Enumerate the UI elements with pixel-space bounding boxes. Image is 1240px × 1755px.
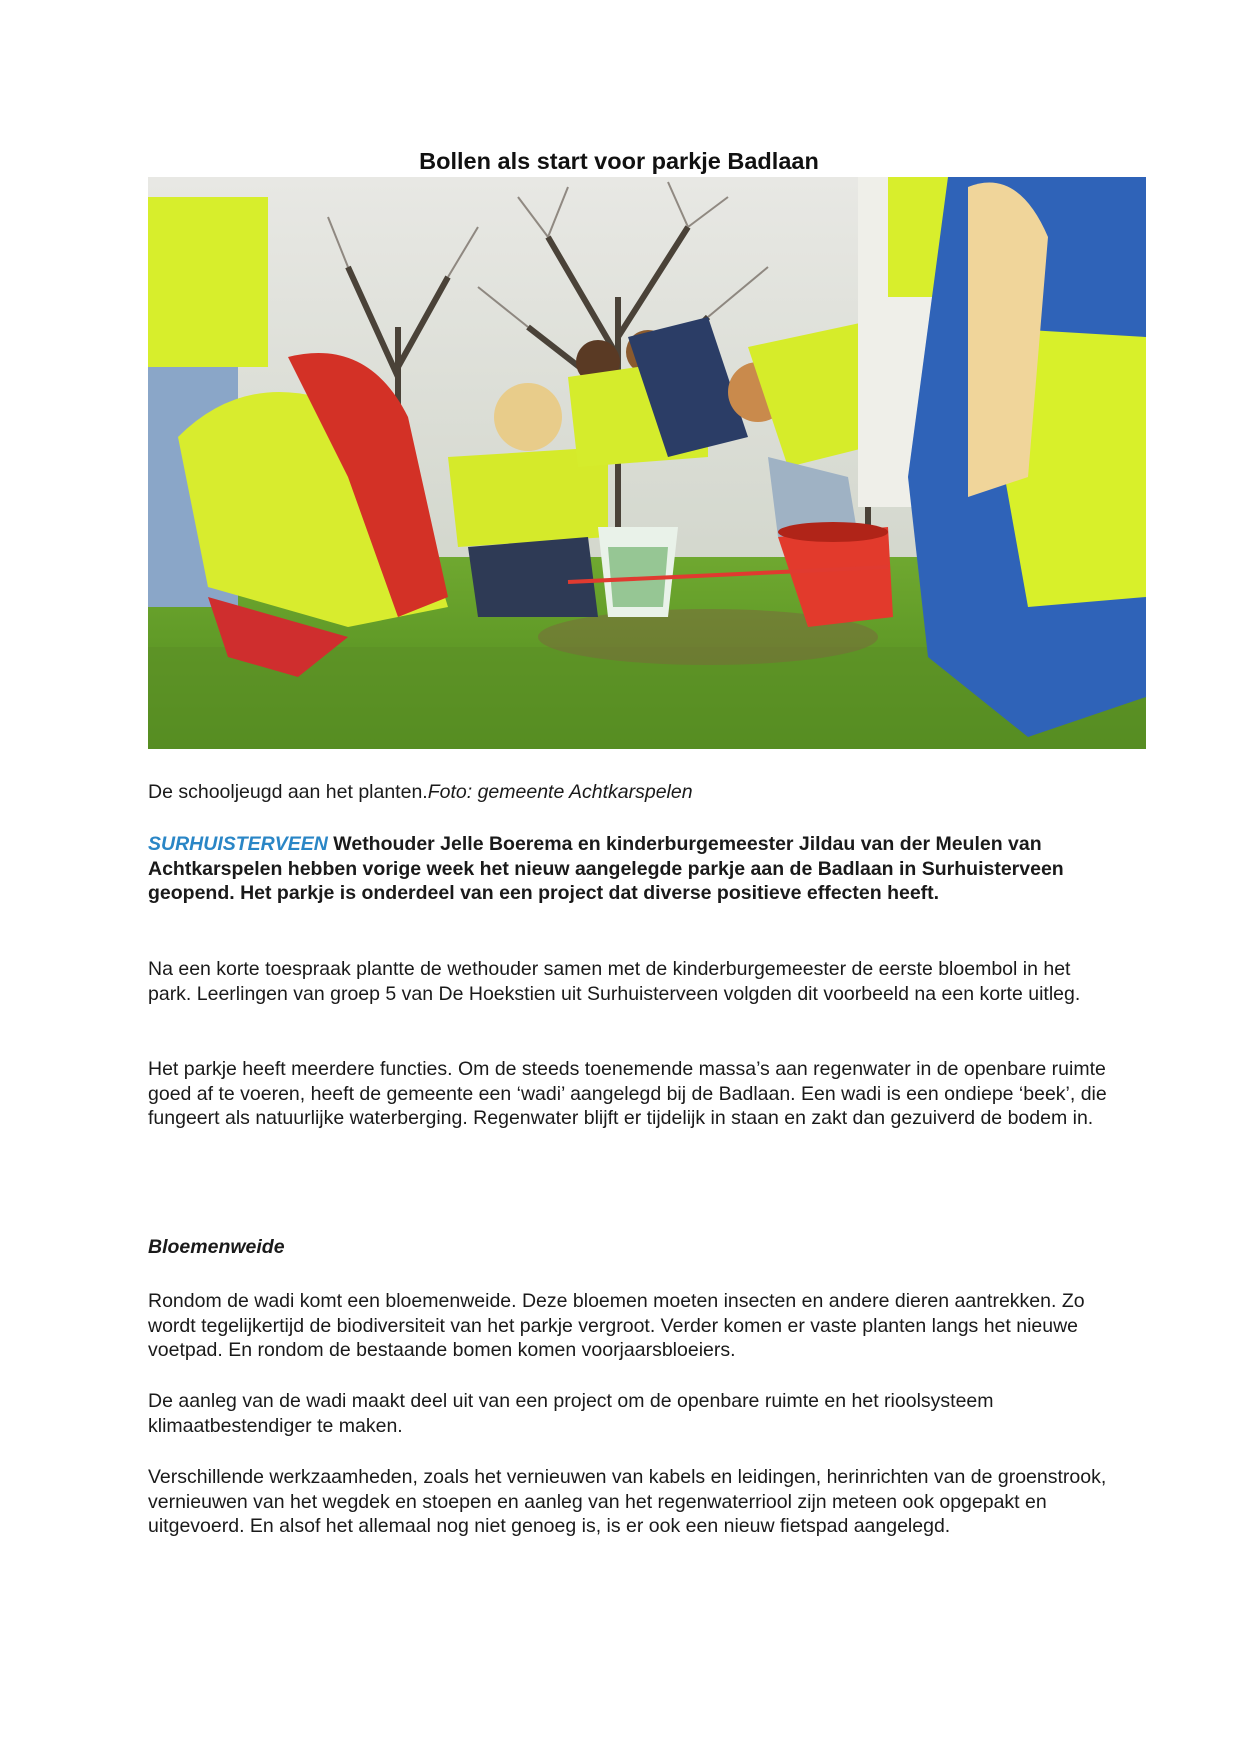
title-container bbox=[0, 148, 1240, 175]
caption-credit: Foto: gemeente Achtkarspelen bbox=[427, 781, 693, 803]
photo-caption bbox=[148, 781, 693, 804]
body-paragraph-4: De aanleg van de wadi maakt deel uit van een project om de openbare ruimte en het rioolsysteem klimaatbestendiger te maken. bbox=[148, 1390, 994, 1437]
body-paragraph-2: Het parkje heeft meerdere functies. Om de steeds toenemende massa’s aan regenwater in de openbare ruimte goed af te voeren, heeft de gemeente een ‘wadi’ aangelegd bij de Badlaan. Een wadi is een ondiepe ‘beek’, die fungeert als natuurlijke waterberging. Regenwater blijft er tijdelijk in staan en zakt dan gezuiverd de bodem in. bbox=[148, 1058, 1107, 1129]
body-paragraph-1: Na een korte toespraak plantte de wethouder samen met de kinderburgemeester de eerste bloembol in het park. Leerlingen van groep 5 van De Hoekstien uit Surhuisterveen volgden dit voorbeeld na een korte uitleg. bbox=[148, 958, 1081, 1005]
body-paragraph-3: Rondom de wadi komt een bloemenweide. Deze bloemen moeten insecten en andere dieren aantrekken. Zo wordt tegelijkertijd de biodiversiteit van het parkje vergroot. Verder komen er vaste planten langs het nieuwe voetpad. En rondom de bestaande bomen komen voorjaarsbloeiers. bbox=[148, 1290, 1085, 1361]
lead-text: Wethouder Jelle Boerema en kinderburgemeester Jildau van der Meulen van Achtkarspelen hebben vorige week het nieuw aangelegde parkje aan de Badlaan in Surhuisterveen geopend. Het parkje is onderdeel van een project dat diverse positieve effecten heeft. bbox=[148, 833, 1064, 904]
dateline-place: SURHUISTERVEEN bbox=[148, 833, 328, 855]
lead-paragraph bbox=[148, 832, 1108, 906]
caption-text: De schooljeugd aan het planten. bbox=[148, 781, 428, 803]
subheading: Bloemenweide bbox=[148, 1236, 285, 1258]
body-paragraph-5: Verschillende werkzaamheden, zoals het vernieuwen van kabels en leidingen, herinrichten van de groenstrook, vernieuwen van het wegdek en stoepen en aanleg van het regenwaterriool zijn meteen ook opgepakt en uitgevoerd. En alsof het allemaal nog niet genoeg is, is er ook een nieuw fietspad aangelegd. bbox=[148, 1466, 1107, 1537]
article-title: Bollen als start voor parkje Badlaan bbox=[419, 148, 819, 174]
photo-illustration bbox=[148, 177, 1146, 749]
article-photo bbox=[148, 177, 1146, 749]
